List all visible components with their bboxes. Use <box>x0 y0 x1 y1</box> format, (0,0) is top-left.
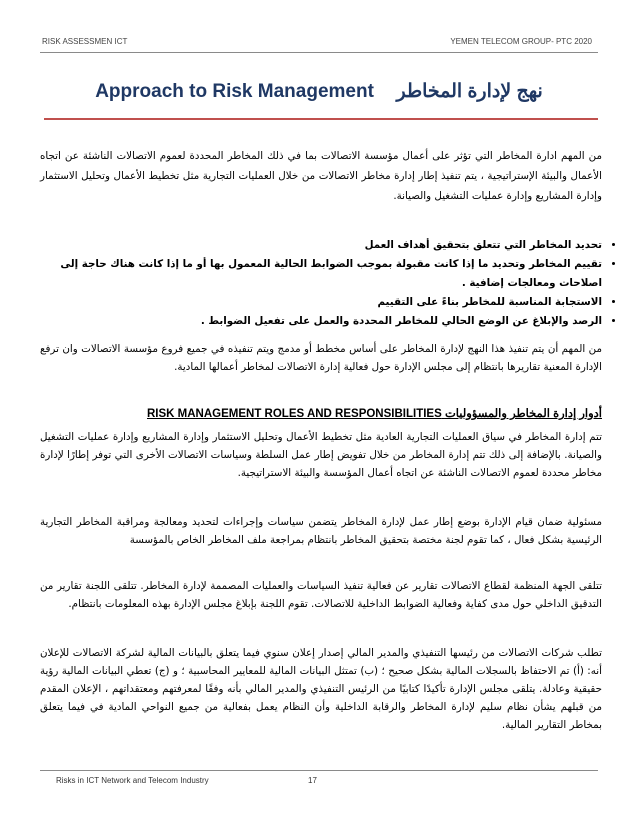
intro-paragraph: من المهم ادارة المخاطر التي تؤثر على أعمال مؤسسة الاتصالات بما في ذلك المخاطر المحددة لعموم الاتصالات الناشئة عن اتجاه الأعمال والبيئة الإستراتيجية ، يتم تنفيذ إطار إدارة مخاطر الاتصالات من خلال العمليات التجارية مثل تخطيط الأعمال وتحليل الاستثمار وإدارة المشاريع وإدارة عمليات التشغيل والصيانة. <box>40 150 602 203</box>
bullet-item: • تحديد المخاطر التي تتعلق بتحقيق أهداف العمل <box>40 236 602 255</box>
roles-paragraph-4: تطلب شركات الاتصالات من رئيسها التنفيذي والمدير المالي إصدار إعلان سنوي فيما يتعلق بالبيانات المالية لشركة الاتصالات للإعلان أنه: (أ) تم الاحتفاظ بالسجلات المالية بشكل صحيح ؛ (ب) تمتثل البيانات المالية للمعايير المحاسبية ؛ و (ج) تعطي البيانات المالية رؤية حقيقية وعادلة. يتلقى مجلس الإدارة تأكيدًا كتابيًا من الرئيس التنفيذي والمدير المالي بأنه وفقًا لمعرفتهم ومعتقداتهم ، الإعلان المقدم من قبلهم يشأن نظام سليم لإدارة المخاطر والرقابة الداخلية وأن النظام يعمل بفعالية من جميع النواحي المادية في فيما يتعلق بمخاطر التقارير المالية. <box>40 647 602 732</box>
footer-rule <box>40 770 598 771</box>
header-left-text: RISK ASSESSMEN ICT <box>42 37 128 46</box>
bullet-item: • الاستجابة المناسبة للمخاطر بناءً على التقييم <box>40 293 602 312</box>
footer-text: Risks in ICT Network and Telecom Industry <box>56 776 209 785</box>
roles-paragraph-3: تتلقى الجهة المنظمة لقطاع الاتصالات تقارير عن فعالية تنفيذ السياسات والعمليات المصممة لإدارة المخاطر. تتلقى اللجنة تقارير من التدقيق الداخلي حول مدى كفاية وفعالية الضوابط الداخلية للاتصالات. تقوم اللجنة بإبلاغ مجلس الإدارة بهذه المعلومات بانتظام. <box>40 580 602 611</box>
section-heading-arabic: أدوار إدارة المخاطر والمسؤوليات <box>444 408 602 420</box>
after-bullets-paragraph: من المهم أن يتم تنفيذ هذا النهج لإدارة المخاطر على أساس مخطط أو مدمج ويتم تنفيذه في جميع فروع مؤسسة الاتصالات وان ترفع الإدارة المعنية تقاريرها بانتظام إلى مجلس الإدارة حول فعالية إدارة الاتصالات لمخاطر أعمالها المادية. <box>40 343 602 374</box>
page-number: 17 <box>308 776 317 785</box>
title-arabic: نهج لإدارة المخاطر <box>396 81 543 102</box>
section-heading-english: RISK MANAGEMENT ROLES AND RESPONSIBILITIES <box>147 408 442 420</box>
roles-paragraph-2: مسئولية ضمان قيام الإدارة بوضع إطار عمل لإدارة المخاطر يتضمن سياسات وإجراءات لتحديد ومعالجة ومراقبة المخاطر التجارية الرئيسية بشكل فعال ، كما تقوم لجنة مختصة بتحقيق المخاطر بانتظام بمراجعة ملف المخاطر الخاص بالمؤسسة <box>40 516 602 547</box>
header-right-text: YEMEN TELECOM GROUP- PTC 2020 <box>450 37 592 46</box>
header-rule <box>40 52 598 53</box>
bullet-item: • تقييم المخاطر وتحديد ما إذا كانت مقبولة بموجب الضوابط الحالية المعمول بها أو ما إذا كانت هناك حاجة إلى اصلاحات ومعالجات إضافية . <box>40 255 602 293</box>
roles-paragraph-1: تتم إدارة المخاطر في سياق العمليات التجارية العادية مثل تخطيط الأعمال وتحليل الاستثمار وإدارة المشاريع وإدارة عمليات التشغيل والصيانة. بالإضافة إلى ذلك تتم إدارة المخاطر من خلال تفويض إطار عمل السلطة وسياسات الاتصالات الأخرى التي توفر إطارًا لإدارة مخاطر محددة لعموم الاتصالات الناشئة عن اتجاه أعمال المؤسسة والبيئة الاستراتيجية. <box>40 431 602 480</box>
title-underline <box>44 118 598 120</box>
page-header <box>0 37 638 51</box>
title-english: Approach to Risk Management <box>95 81 374 102</box>
bullet-list <box>40 236 618 331</box>
bullet-item: • الرصد والإبلاغ عن الوضع الحالي للمخاطر المحددة والعمل على تفعيل الضوابط . <box>40 312 602 331</box>
page-title <box>0 80 638 103</box>
section-heading <box>40 406 602 420</box>
page-footer <box>0 776 638 790</box>
